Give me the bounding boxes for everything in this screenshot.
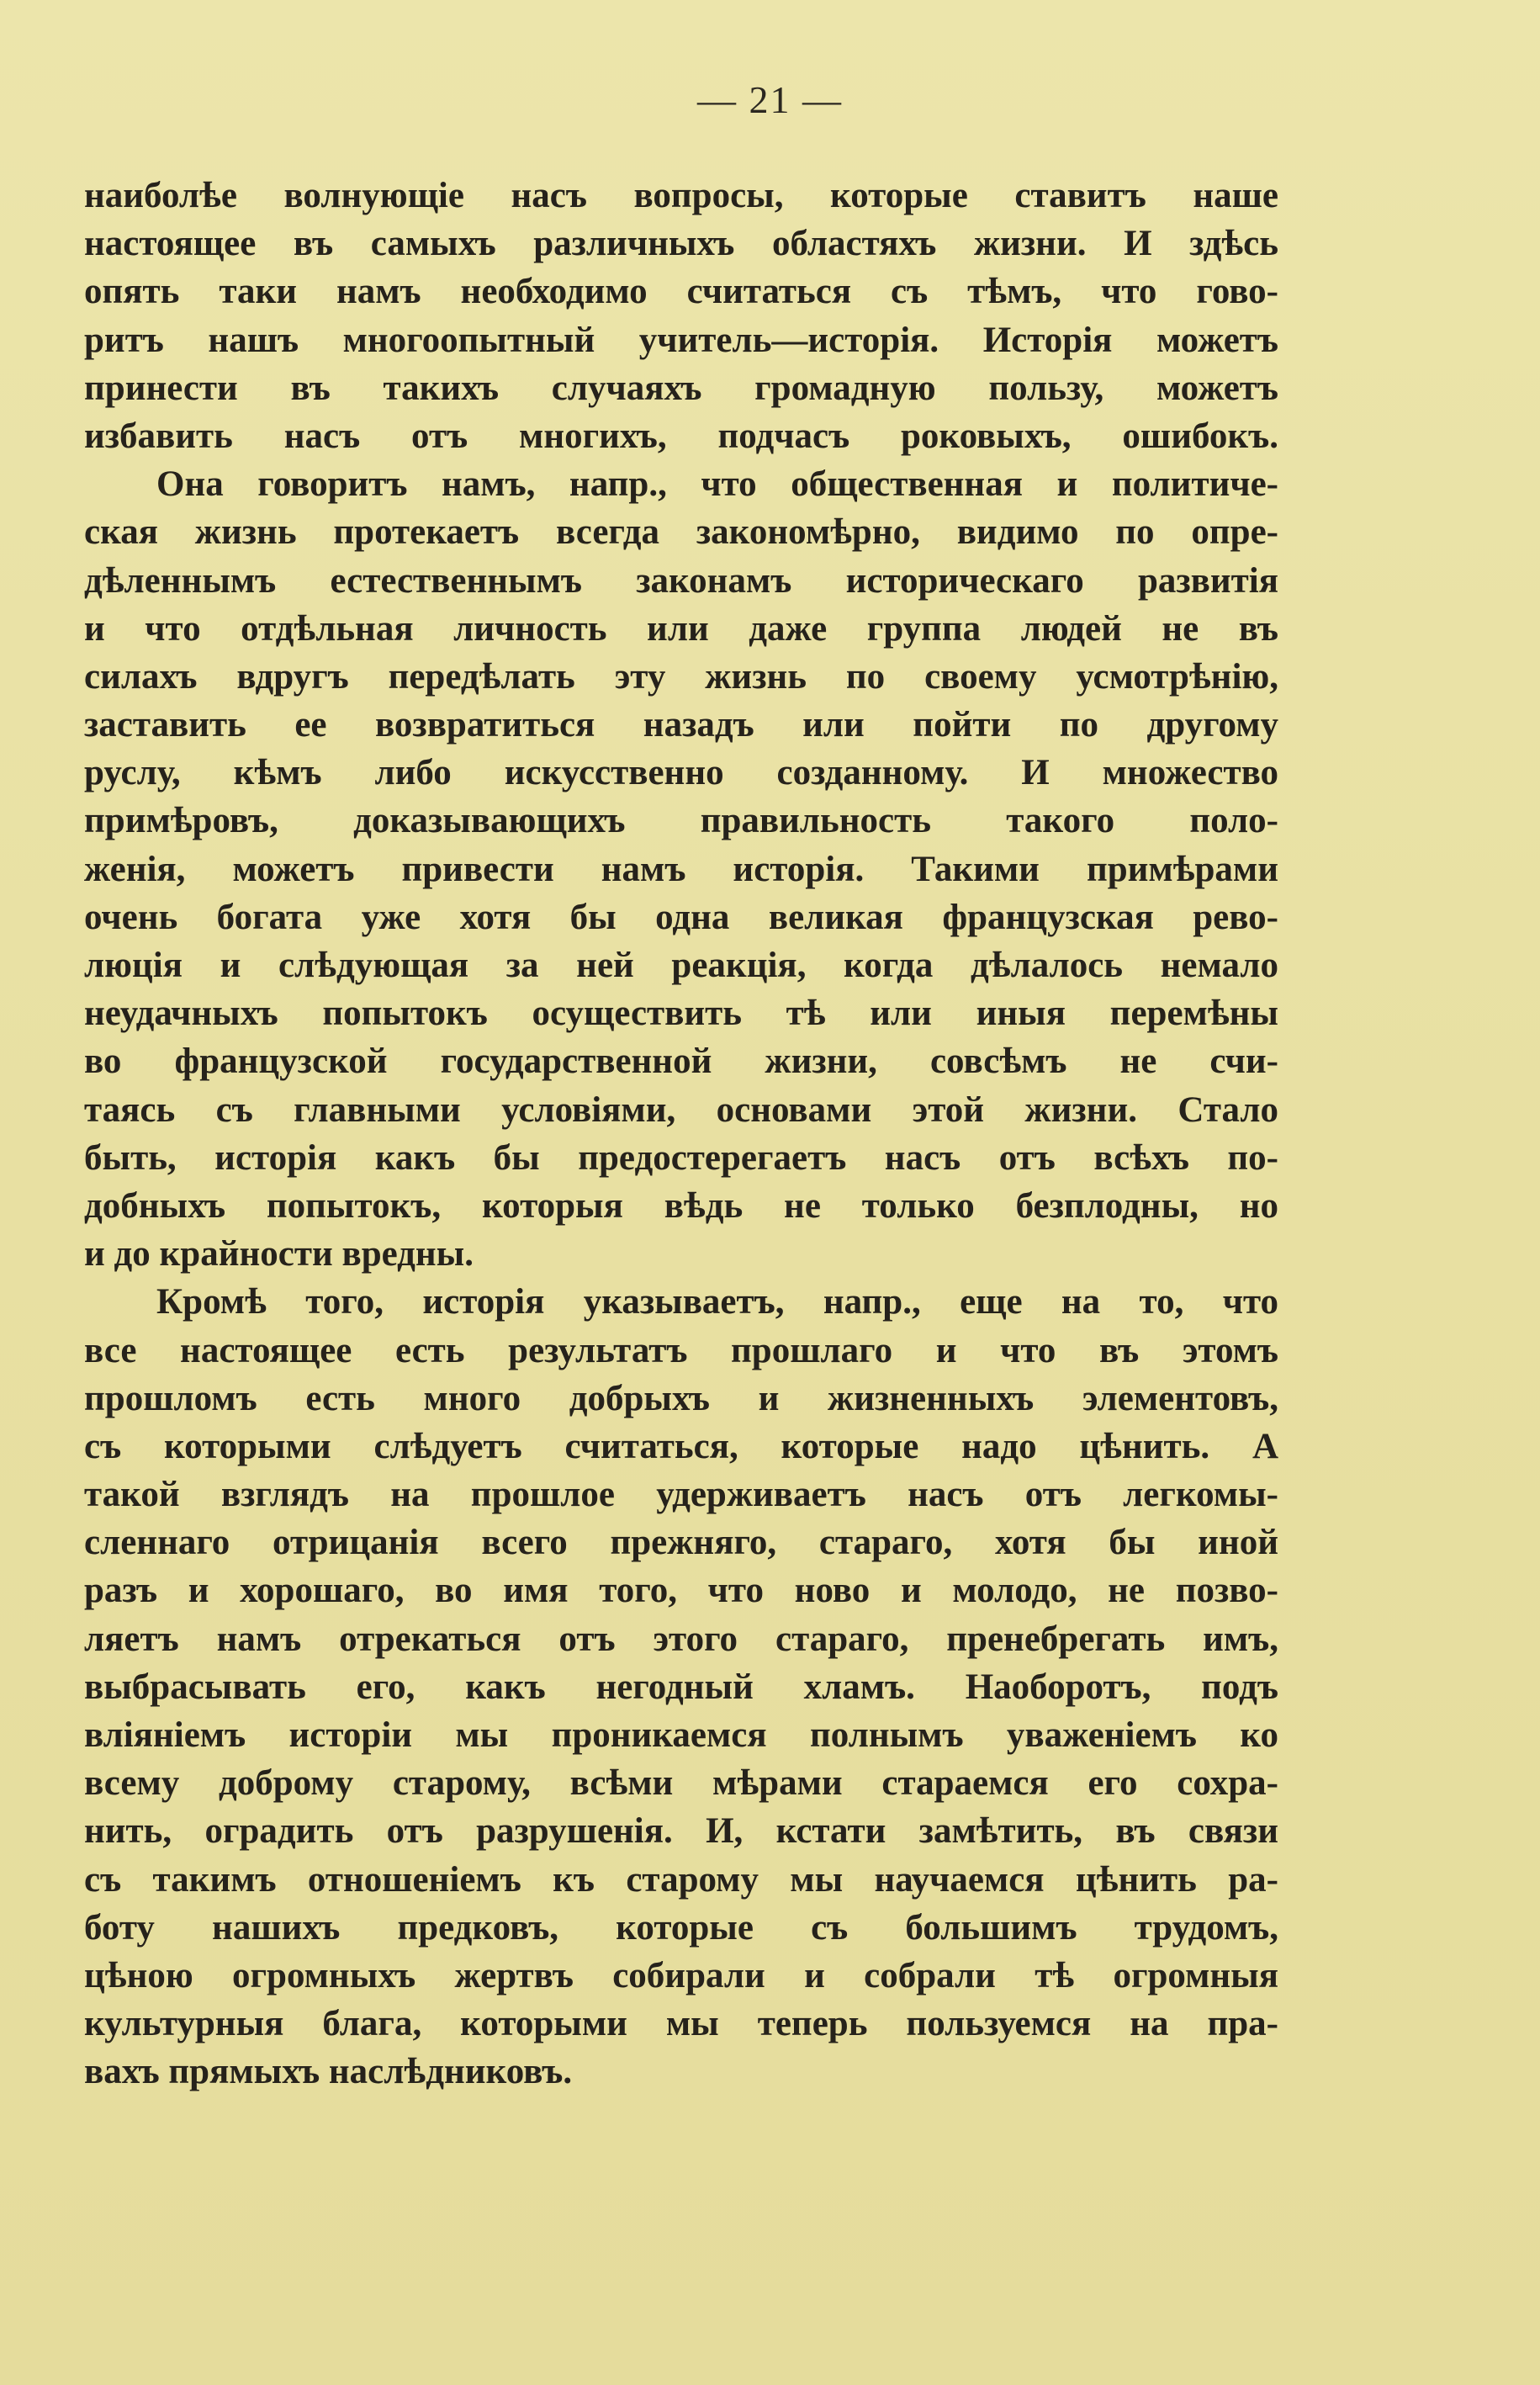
text-line: быть, исторія какъ бы предостерегаетъ насъ отъ всѣхъ по- <box>84 1137 1278 1178</box>
text-line: нить, оградить отъ разрушенія. И, кстати замѣтить, въ связи <box>84 1811 1278 1852</box>
text-line: съ которыми слѣдуетъ считаться, которые надо цѣнить. А <box>84 1426 1278 1466</box>
text-line: съ такимъ отношеніемъ къ старому мы научаемся цѣнить ра- <box>84 1859 1278 1900</box>
text-line: прошломъ есть много добрыхъ и жизненныхъ элементовъ, <box>84 1378 1278 1418</box>
paragraph-3 <box>84 1278 1278 2096</box>
text-line: вахъ прямыхъ наслѣдниковъ. <box>84 2052 573 2092</box>
text-line: неудачныхъ попытокъ осуществить тѣ или иныя перемѣны <box>84 994 1278 1034</box>
paragraph-2 <box>84 460 1278 1278</box>
text-line: выбрасывать его, какъ негодный хламъ. Наоборотъ, подъ <box>84 1667 1278 1707</box>
text-line: таясь съ главными условіями, основами этой жизни. Стало <box>84 1089 1278 1130</box>
body-text <box>84 172 1278 2096</box>
text-line: добныхъ попытокъ, которыя вѣдь не только безплодны, но <box>84 1185 1278 1226</box>
text-line: настоящее въ самыхъ различныхъ областяхъ жизни. И здѣсь <box>84 224 1278 264</box>
text-line: все настоящее есть результатъ прошлаго и что въ этомъ <box>84 1330 1278 1370</box>
text-line: боту нашихъ предковъ, которые съ большимъ трудомъ, <box>84 1907 1278 1948</box>
text-line: очень богата уже хотя бы одна великая французская рево- <box>84 897 1278 937</box>
text-line: сленнаго отрицанія всего прежняго, стараго, хотя бы иной <box>84 1523 1278 1563</box>
text-line: избавить насъ отъ многихъ, подчасъ роковыхъ, ошибокъ. <box>84 416 1278 456</box>
text-line: принести въ такихъ случаяхъ громадную пользу, можетъ <box>84 368 1278 408</box>
text-line: опять таки намъ необходимо считаться съ тѣмъ, что гово- <box>84 272 1278 312</box>
text-line: вліяніемъ исторіи мы проникаемся полнымъ уваженіемъ ко <box>84 1715 1278 1755</box>
text-line: ская жизнь протекаетъ всегда закономѣрно, видимо по опре- <box>84 512 1278 553</box>
text-line: наиболѣе волнующіе насъ вопросы, которые ставитъ наше <box>84 176 1278 215</box>
text-line: дѣленнымъ естественнымъ законамъ историческаго развитія <box>84 560 1278 601</box>
text-line: во французской государственной жизни, совсѣмъ не счи- <box>84 1041 1278 1082</box>
text-line: и до крайности вредны. <box>84 1234 474 1275</box>
text-line: такой взглядъ на прошлое удерживаетъ насъ отъ легкомы- <box>84 1475 1278 1515</box>
text-line: культурныя блага, которыми мы теперь пользуемся на пра- <box>84 2004 1278 2044</box>
text-line: всему доброму старому, всѣми мѣрами стараемся его сохра- <box>84 1763 1278 1804</box>
text-line: заставить ее возвратиться назадъ или пойти по другому <box>84 705 1278 745</box>
text-line: люція и слѣдующая за ней реакція, когда дѣлалось немало <box>84 946 1278 985</box>
text-line: ритъ нашъ многоопытный учитель—исторія. Исторія можетъ <box>84 320 1278 360</box>
text-line: примѣровъ, доказывающихъ правильность такого поло- <box>84 801 1278 841</box>
text-line: Кромѣ того, исторія указываетъ, напр., еще на то, что <box>156 1282 1278 1322</box>
text-line: силахъ вдругъ передѣлать эту жизнь по своему усмотрѣнію, <box>84 656 1278 697</box>
text-line: Она говоритъ намъ, напр., что общественная и политиче- <box>156 464 1278 505</box>
text-line: руслу, кѣмъ либо искусственно созданному. И множество <box>84 753 1278 793</box>
paragraph-1 <box>84 172 1278 460</box>
page-number: — 21 — <box>697 78 843 121</box>
text-line: женія, можетъ привести намъ исторія. Такими примѣрами <box>84 849 1278 889</box>
text-line: и что отдѣльная личность или даже группа людей не въ <box>84 608 1278 649</box>
text-line: цѣною огромныхъ жертвъ собирали и собрали тѣ огромныя <box>84 1955 1278 1995</box>
text-line: разъ и хорошаго, во имя того, что ново и молодо, не позво- <box>84 1571 1278 1611</box>
text-line: ляетъ намъ отрекаться отъ этого стараго, пренебрегать имъ, <box>84 1619 1278 1659</box>
